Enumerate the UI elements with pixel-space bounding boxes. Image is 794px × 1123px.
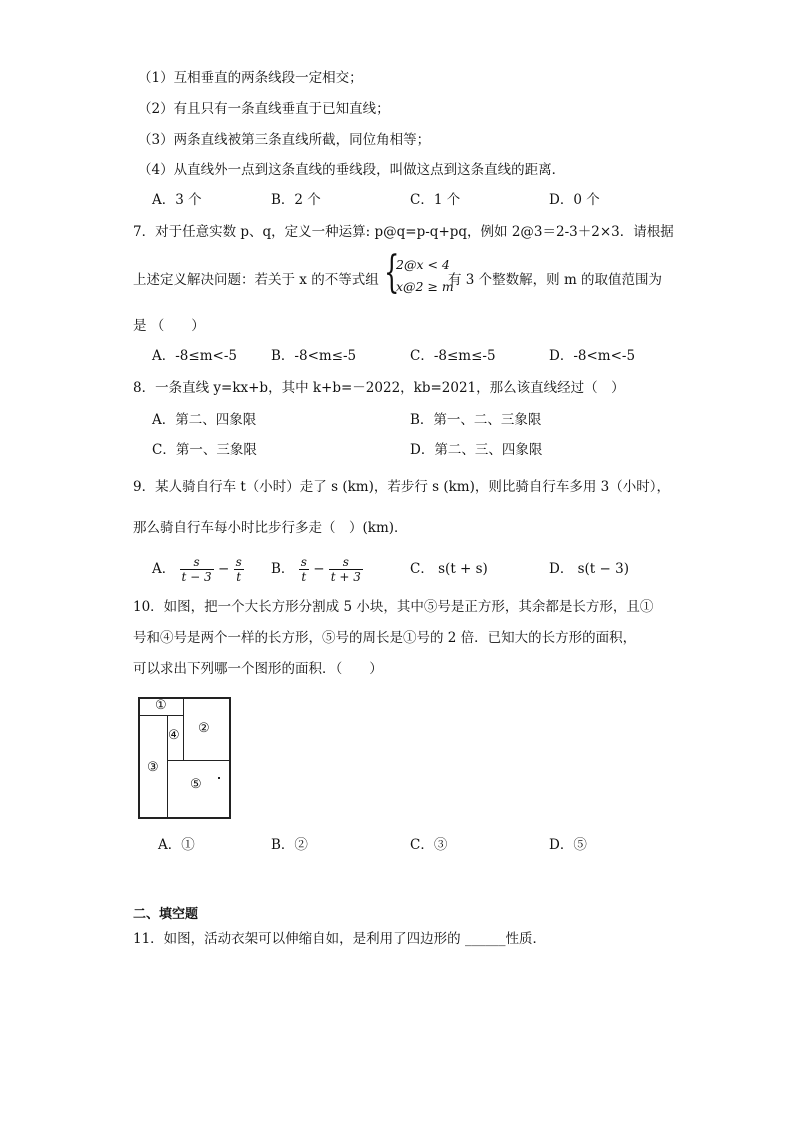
q9-option-c[interactable]: C． s(t + s) [410,561,488,577]
label-1: ① [155,698,167,713]
q11-stem: 11．如图，活动衣架可以伸缩自如，是利用了四边形的 ______性质． [133,931,546,947]
q8-stem: 8．一条直线 y=kx+b，其中 k+b=－2022，kb=2021，那么该直线经过（ ） [133,380,625,396]
fraction-s-over-t-b: $\frac{s}{t}$ [300,555,307,584]
q8-option-a[interactable]: A．第二、四象限 [152,412,257,428]
q6-option-a[interactable]: A．3 个 [152,192,202,208]
brace-icon: { [384,247,400,298]
q6-option-b[interactable]: B．2 个 [271,192,321,208]
label-3: ③ [147,760,159,775]
q7-stem-line2-post: 有 3 个整数解，则 m 的取值范围为 [448,272,663,288]
statement-2: （2）有且只有一条直线垂直于已知直线； [138,101,390,117]
q9-stem-line2: 那么骑自行车每小时比步行多走（ ）(km)． [133,520,408,536]
section-heading-fill-in: 二、填空题 [133,907,199,922]
q9-option-d[interactable]: D． s(t − 3) [549,561,629,577]
q8-option-c[interactable]: C．第一、三象限 [152,442,257,458]
dot-mark [218,777,220,779]
q7-stem-line2-pre: 上述定义解决问题：若关于 x 的不等式组 [133,272,379,288]
label-2: ② [198,721,210,736]
system-row-2: x@2 ≥ m [396,279,454,294]
q7-option-c[interactable]: C．-8≤m≤-5 [410,348,496,364]
q6-option-c[interactable]: C．1 个 [410,192,461,208]
q9-option-a[interactable]: A． $\frac{s}{t - 3}$ − $\frac{s}{t}$ [152,555,242,584]
q9-option-b[interactable]: B． $\frac{s}{t}$ − $\frac{s}{t + 3}$ [271,555,361,584]
q7-option-a[interactable]: A．-8≤m<-5 [152,348,237,364]
rectangle-figure [138,697,231,819]
q7-stem-line1: 7．对于任意实数 p、q，定义一种运算: p@q=p-q+pq，例如 2@3＝2-3＋2×3．请根据 [133,224,674,240]
q8-option-d[interactable]: D．第二、三、四象限 [410,442,543,458]
q9-option-b-label: B． [271,561,295,577]
q7-stem-line3: 是 （ ） [133,318,205,334]
q7-option-d[interactable]: D．-8<m<-5 [549,348,636,364]
fraction-s-over-t: $\frac{s}{t}$ [235,555,242,584]
q6-option-d[interactable]: D．0 个 [549,192,600,208]
q8-option-b[interactable]: B．第一、二、三象限 [410,412,542,428]
label-4: ④ [168,728,180,743]
q9-stem-line1: 9．某人骑自行车 t（小时）走了 s (km)，若步行 s (km)，则比骑自行车多用 3（小时）， [133,479,670,495]
q10-option-b[interactable]: B．② [271,837,308,853]
q10-option-a[interactable]: A．① [158,837,195,853]
statement-4: （4）从直线外一点到这条直线的垂线段，叫做这点到这条直线的距离． [138,162,566,178]
fraction-s-over-t-minus-3: $\frac{s}{t - 3}$ [181,555,212,584]
inequality-system [384,247,454,301]
statement-3: （3）两条直线被第三条直线所截，同位角相等； [138,132,431,148]
q10-option-c[interactable]: C．③ [410,837,448,853]
q7-option-b[interactable]: B．-8<m≤-5 [271,348,357,364]
q10-stem-line1: 10．如图，把一个大长方形分割成 5 小块，其中⑤号是正方形，其余都是长方形，且① [133,599,654,615]
fraction-s-over-t-plus-3: $\frac{s}{t + 3}$ [330,555,361,584]
system-row-1: 2@x < 4 [396,257,450,272]
q9-option-a-label: A． [152,561,176,577]
statement-1: （1）互相垂直的两条线段一定相交； [138,70,363,86]
q10-option-d[interactable]: D．⑤ [549,837,587,853]
label-5: ⑤ [190,777,202,792]
q10-stem-line2: 号和④号是两个一样的长方形，⑤号的周长是①号的 2 倍．已知大的长方形的面积， [133,630,637,646]
q10-stem-line3: 可以求出下列哪一个图形的面积．（ ） [133,661,383,677]
